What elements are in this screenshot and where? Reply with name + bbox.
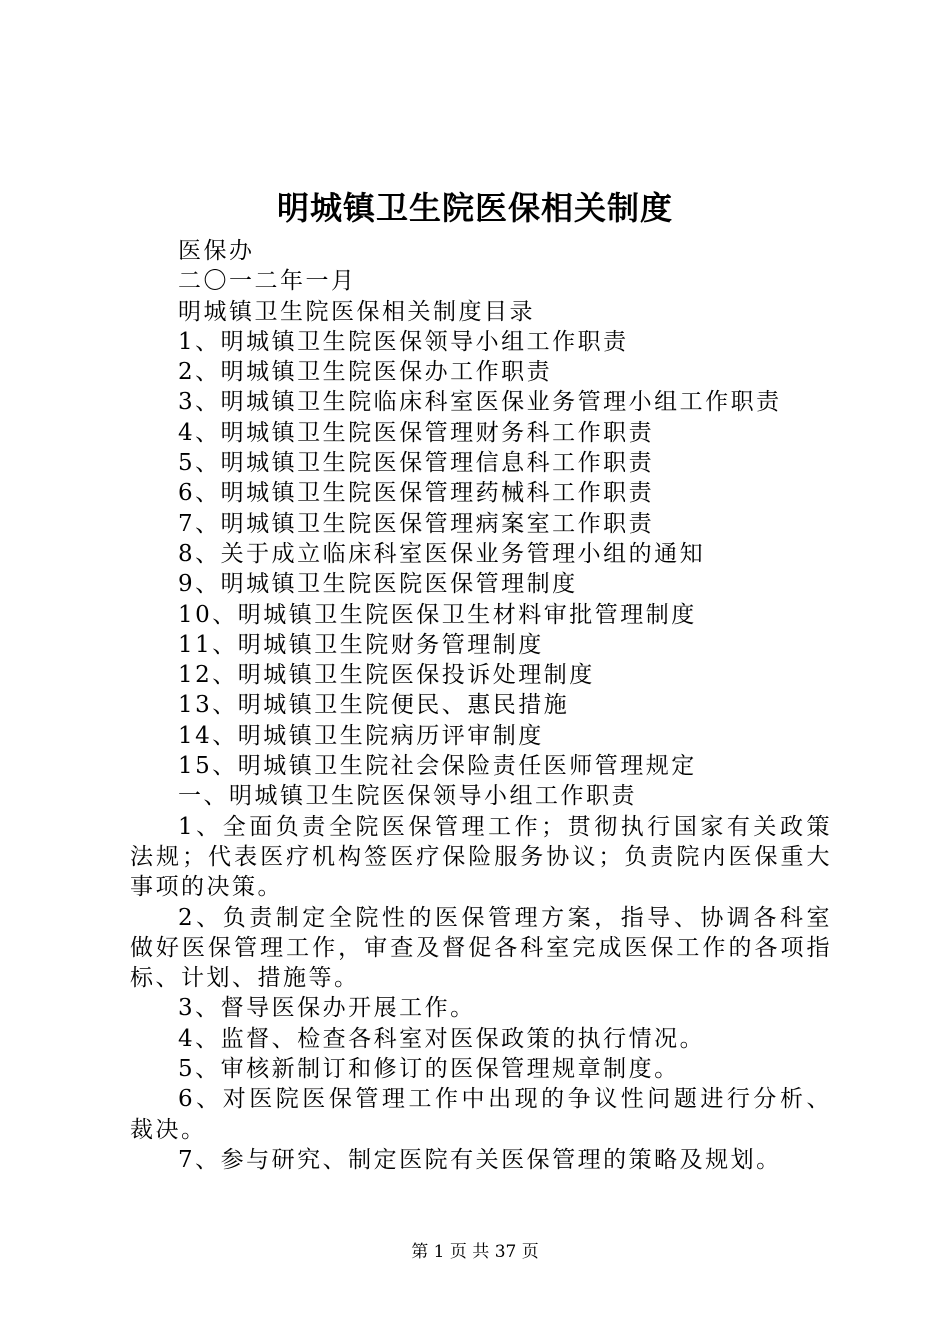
department-line: 医保办 [178, 238, 255, 264]
toc-item: 4、明城镇卫生院医保管理财务科工作职责 [178, 419, 655, 446]
toc-title: 明城镇卫生院医保相关制度目录 [178, 298, 535, 325]
section-content [130, 812, 832, 1176]
toc-item: 3、明城镇卫生院临床科室医保业务管理小组工作职责 [178, 389, 782, 416]
toc-item: 10、明城镇卫生院医保卫生材料审批管理制度 [178, 601, 697, 628]
table-of-contents [130, 327, 832, 781]
toc-item: 7、明城镇卫生院医保管理病案室工作职责 [178, 510, 655, 537]
paragraph: 6、对医院医保管理工作中出现的争议性问题进行分析、裁决。 [130, 1086, 832, 1143]
toc-item: 8、关于成立临床科室医保业务管理小组的通知 [178, 540, 706, 567]
paragraph: 1、全面负责全院医保管理工作；贯彻执行国家有关政策法规；代表医疗机构签医疗保险服务协议；负责院内医保重大事项的决策。 [130, 813, 832, 901]
document-title: 明城镇卫生院医保相关制度 [276, 189, 673, 227]
paragraph: 7、参与研究、制定医院有关医保管理的策略及规划。 [178, 1146, 782, 1173]
toc-item: 5、明城镇卫生院医保管理信息科工作职责 [178, 450, 655, 477]
paragraph: 2、负责制定全院性的医保管理方案，指导、协调各科室做好医保管理工作，审查及督促各科室完成医保工作的各项指标、计划、措施等。 [130, 904, 832, 992]
toc-item: 1、明城镇卫生院医保领导小组工作职责 [178, 328, 629, 355]
section-heading: 一、明城镇卫生院医保领导小组工作职责 [178, 783, 637, 810]
page-footer: 第 1 页 共 37 页 [411, 1242, 539, 1262]
paragraph: 5、审核新制订和修订的医保管理规章制度。 [178, 1056, 680, 1083]
toc-item: 2、明城镇卫生院医保办工作职责 [178, 359, 553, 386]
toc-item: 11、明城镇卫生院财务管理制度 [178, 631, 544, 658]
toc-item: 12、明城镇卫生院医保投诉处理制度 [178, 662, 595, 689]
date-line: 二〇一二年一月 [178, 268, 357, 295]
toc-item: 9、明城镇卫生院医院医保管理制度 [178, 571, 578, 598]
toc-item: 15、明城镇卫生院社会保险责任医师管理规定 [178, 753, 697, 780]
toc-item: 14、明城镇卫生院病历评审制度 [178, 722, 544, 749]
document-body [130, 236, 832, 1175]
paragraph: 4、监督、检查各科室对医保政策的执行情况。 [178, 1025, 706, 1052]
toc-item: 13、明城镇卫生院便民、惠民措施 [178, 692, 570, 719]
toc-item: 6、明城镇卫生院医保管理药械科工作职责 [178, 480, 655, 507]
paragraph: 3、督导医保办开展工作。 [178, 995, 476, 1022]
